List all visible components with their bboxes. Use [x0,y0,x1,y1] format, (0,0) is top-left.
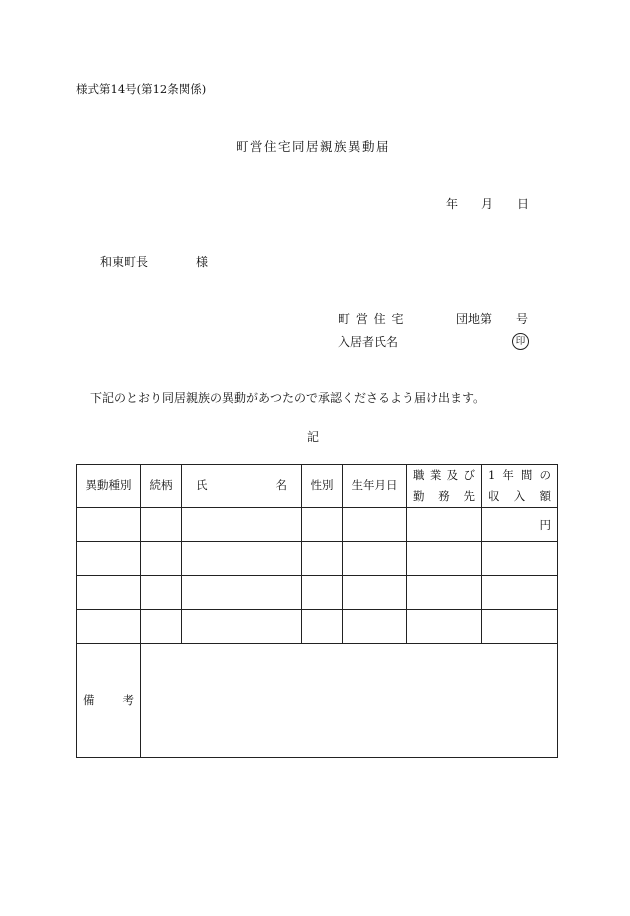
occ-char: 業 [429,468,442,482]
change-type-cell[interactable] [77,542,141,576]
occ-char: 勤 [413,488,425,503]
occupation-cell[interactable] [407,576,482,610]
occupation-cell[interactable] [407,610,482,644]
gender-cell[interactable] [302,542,343,576]
relationship-cell[interactable] [141,508,182,542]
income-char: 1 [488,468,496,482]
housing-number-label: 号 [516,312,529,326]
header-occupation [407,465,482,508]
remarks-label-right: 考 [122,692,134,707]
occ-char: 及 [446,468,459,482]
table-row [77,576,558,610]
gender-cell[interactable] [302,610,343,644]
table-row [77,508,558,542]
occ-char: び [463,468,475,482]
header-gender: 性別 [302,465,343,508]
remarks-field[interactable] [141,644,558,758]
date-year-label: 年 [446,197,459,211]
change-type-cell[interactable] [77,576,141,610]
occ-char: 務 [438,488,450,503]
income-cell[interactable] [482,508,558,542]
date-day-label: 日 [517,197,530,211]
occ-char: 先 [463,488,475,503]
birthdate-cell[interactable] [343,508,407,542]
table-row [77,542,558,576]
housing-complex-label: 団地第 [456,312,493,326]
remarks-row [77,644,558,758]
change-type-cell[interactable] [77,610,141,644]
header-relationship: 続柄 [141,465,182,508]
relationship-cell[interactable] [141,542,182,576]
header-birthdate: 生年月日 [343,465,407,508]
table-row [77,610,558,644]
income-cell[interactable] [482,576,558,610]
table-header-row [77,465,558,508]
header-name-right: 名 [275,478,287,493]
income-cell[interactable] [482,610,558,644]
income-char: の [539,468,551,482]
remarks-label [77,644,141,758]
change-type-cell[interactable] [77,508,141,542]
gender-cell[interactable] [302,508,343,542]
income-char: 額 [539,488,551,503]
name-cell[interactable] [182,576,302,610]
name-cell[interactable] [182,610,302,644]
header-change-type: 異動種別 [77,465,141,508]
header-income [482,465,558,508]
occupation-cell[interactable] [407,508,482,542]
addressee-honorific: 様 [196,255,209,269]
remarks-label-left: 備 [83,692,95,707]
birthdate-cell[interactable] [343,576,407,610]
statement-text: 下記のとおり同居親族の異動があつたので承認くださるよう届け出ます。 [90,391,486,405]
income-char: 年 [502,468,514,482]
name-cell[interactable] [182,542,302,576]
relationship-cell[interactable] [141,576,182,610]
addressee-name: 和東町長 [100,255,149,269]
income-cell[interactable] [482,542,558,576]
yen-unit: 円 [539,518,551,532]
date-month-label: 月 [481,197,494,211]
gender-cell[interactable] [302,576,343,610]
income-char: 間 [520,468,533,482]
relationship-cell[interactable] [141,610,182,644]
header-name-left: 氏 [196,478,208,493]
name-cell[interactable] [182,508,302,542]
header-name [182,465,302,508]
birthdate-cell[interactable] [343,610,407,644]
birthdate-cell[interactable] [343,542,407,576]
ki-heading: 記 [307,430,320,444]
change-table [76,464,558,758]
form-number: 様式第14号(第12条関係) [76,82,207,96]
income-char: 入 [513,488,526,503]
occupation-cell[interactable] [407,542,482,576]
seal-mark: 印 [512,333,529,350]
housing-label: 町 営 住 宅 [338,312,405,326]
document-title: 町営住宅同居親族異動届 [236,139,391,154]
resident-name-label: 入居者氏名 [338,335,399,349]
occ-char: 職 [413,468,425,482]
income-char: 収 [488,488,500,503]
